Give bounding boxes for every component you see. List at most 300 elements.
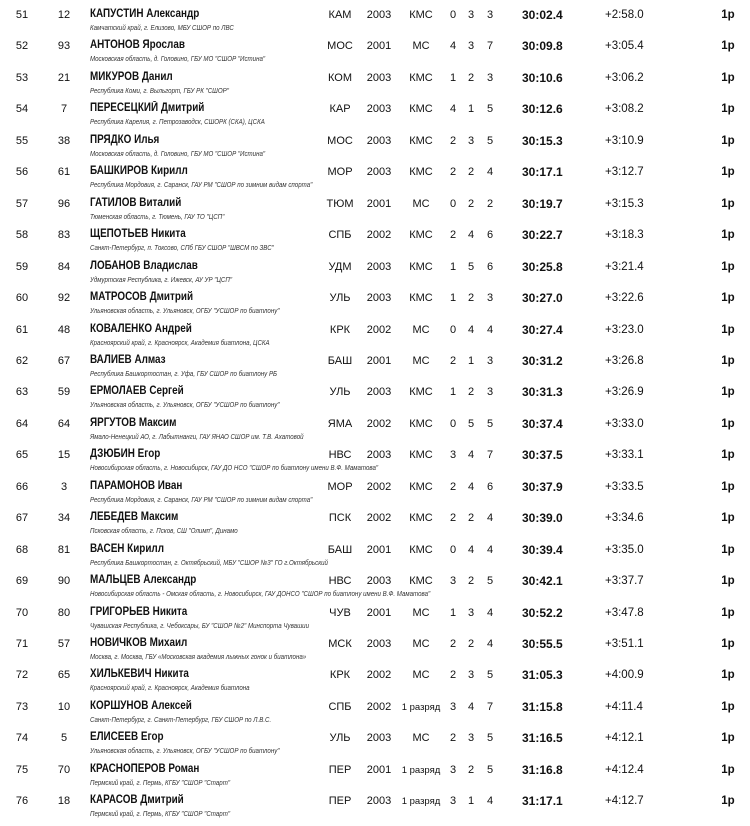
athlete-organization: Пермский край, г. Пермь, КГБУ "СШОР "Старт" bbox=[90, 777, 231, 787]
penalties-total: 5 bbox=[486, 134, 494, 147]
birth-year: 2003 bbox=[366, 575, 392, 588]
penalties-stage-2: 2 bbox=[467, 71, 475, 84]
penalties-stage-1: 1 bbox=[449, 71, 457, 84]
athlete-organization: Новосибирская область - Омская область, г. Новосибирск, ГАУ ДОНСО "СШОР по биатлону имени В.Ф. Маматова" bbox=[90, 589, 431, 599]
penalties-total: 3 bbox=[486, 354, 494, 367]
time-behind: +3:12.7 bbox=[605, 166, 644, 179]
penalties-stage-2: 2 bbox=[467, 386, 475, 399]
region-code: КРК bbox=[329, 669, 351, 682]
time-behind: +4:11.4 bbox=[605, 700, 643, 713]
sport-rank: КМС bbox=[409, 417, 433, 430]
finish-time: 30:39.4 bbox=[522, 542, 563, 557]
birth-year: 2003 bbox=[366, 71, 392, 84]
penalties-stage-1: 3 bbox=[449, 449, 457, 462]
sport-rank: КМС bbox=[409, 512, 433, 525]
penalties-stage-1: 1 bbox=[449, 260, 457, 273]
bib-cell: 10 bbox=[57, 700, 71, 713]
sport-rank: КМС bbox=[409, 229, 433, 242]
sport-rank: КМС bbox=[409, 449, 433, 462]
bib-cell: 83 bbox=[57, 229, 71, 242]
table-row bbox=[0, 283, 750, 314]
sport-rank: МС bbox=[412, 354, 430, 367]
time-behind: +4:12.1 bbox=[605, 732, 644, 745]
table-row bbox=[0, 220, 750, 251]
place-cell: 72 bbox=[15, 669, 29, 682]
athlete-name: ЩЕПОТЬЕВ Никита bbox=[90, 228, 186, 241]
athlete-organization: Москва, г. Москва, ГБУ «Московская академия лыжных гонок и биатлона» bbox=[90, 652, 307, 661]
time-behind: +3:33.0 bbox=[605, 417, 644, 430]
athlete-organization: Тюменская область, г. Тюмень, ГАУ ТО "ЦСП" bbox=[90, 211, 225, 221]
penalties-total: 5 bbox=[486, 669, 494, 682]
qualification-grade: 1р bbox=[721, 700, 735, 713]
bib-cell: 18 bbox=[57, 795, 71, 808]
athlete-organization: Московская область, д. Головино, ГБУ МО "СШОР "Истина" bbox=[90, 148, 266, 158]
time-behind: +3:33.1 bbox=[605, 449, 644, 462]
region-code: МОС bbox=[327, 134, 353, 147]
penalties-stage-1: 3 bbox=[449, 575, 457, 588]
place-cell: 59 bbox=[15, 260, 29, 273]
athlete-name: МАТРОСОВ Дмитрий bbox=[90, 291, 194, 304]
penalties-stage-2: 4 bbox=[467, 229, 475, 242]
qualification-grade: 1р bbox=[721, 732, 735, 745]
penalties-stage-1: 0 bbox=[449, 323, 457, 336]
region-code: ПЕР bbox=[328, 763, 352, 776]
athlete-organization: Республика Карелия, г. Петрозаводск, СШОРК (СКА), ЦСКА bbox=[90, 117, 265, 127]
sport-rank: МС bbox=[412, 606, 430, 619]
table-row bbox=[0, 0, 750, 31]
qualification-grade: 1р bbox=[721, 606, 735, 619]
table-row bbox=[0, 598, 750, 629]
place-cell: 76 bbox=[15, 795, 29, 808]
place-cell: 69 bbox=[15, 575, 29, 588]
penalties-total: 4 bbox=[486, 512, 494, 525]
penalties-stage-1: 2 bbox=[449, 134, 457, 147]
finish-time: 30:27.0 bbox=[522, 291, 563, 306]
finish-time: 30:09.8 bbox=[522, 39, 563, 54]
place-cell: 63 bbox=[15, 386, 29, 399]
place-cell: 61 bbox=[15, 323, 29, 336]
penalties-total: 5 bbox=[486, 575, 494, 588]
birth-year: 2003 bbox=[366, 795, 392, 808]
sport-rank: КМС bbox=[409, 543, 433, 556]
table-row bbox=[0, 629, 750, 660]
athlete-name: ПРЯДКО Илья bbox=[90, 133, 160, 146]
place-cell: 70 bbox=[15, 606, 29, 619]
bib-cell: 7 bbox=[60, 103, 68, 116]
sport-rank: МС bbox=[412, 669, 430, 682]
time-behind: +3:47.8 bbox=[605, 606, 644, 619]
athlete-name: ВАЛИЕВ Алмаз bbox=[90, 353, 166, 366]
penalties-stage-2: 3 bbox=[467, 40, 475, 53]
penalties-total: 6 bbox=[486, 260, 494, 273]
sport-rank: КМС bbox=[409, 575, 433, 588]
sport-rank: КМС bbox=[409, 292, 433, 305]
place-cell: 60 bbox=[15, 292, 29, 305]
penalties-stage-2: 2 bbox=[467, 166, 475, 179]
finish-time: 30:15.3 bbox=[522, 133, 563, 148]
time-behind: +3:23.0 bbox=[605, 323, 644, 336]
place-cell: 67 bbox=[15, 512, 29, 525]
penalties-stage-2: 1 bbox=[467, 354, 475, 367]
penalties-stage-1: 2 bbox=[449, 732, 457, 745]
qualification-grade: 1р bbox=[721, 763, 735, 776]
bib-cell: 81 bbox=[57, 543, 71, 556]
table-row bbox=[0, 409, 750, 440]
time-behind: +4:12.4 bbox=[605, 763, 644, 776]
athlete-organization: Ямало-Ненецкий АО, г. Лабытнанги, ГАУ ЯНАО СШОР им. Т.В. Ахатовой bbox=[90, 431, 304, 441]
finish-time: 30:37.4 bbox=[522, 416, 563, 431]
finish-time: 30:12.6 bbox=[522, 102, 563, 117]
table-row bbox=[0, 189, 750, 220]
athlete-name: ВАСЕН Кирилл bbox=[90, 542, 164, 555]
penalties-total: 4 bbox=[486, 638, 494, 650]
penalties-stage-2: 2 bbox=[467, 763, 475, 776]
sport-rank: КМС bbox=[409, 166, 433, 179]
penalties-stage-1: 0 bbox=[449, 197, 457, 210]
qualification-grade: 1р bbox=[721, 260, 735, 273]
region-code: КАМ bbox=[328, 9, 352, 21]
penalties-stage-2: 3 bbox=[467, 732, 475, 745]
table-row bbox=[0, 377, 750, 408]
penalties-stage-1: 4 bbox=[449, 103, 457, 116]
place-cell: 74 bbox=[15, 732, 29, 745]
region-code: КАР bbox=[329, 103, 351, 116]
penalties-stage-2: 4 bbox=[467, 449, 475, 462]
birth-year: 2003 bbox=[366, 103, 392, 116]
sport-rank: КМС bbox=[409, 134, 433, 147]
athlete-name: КРАСНОПЕРОВ Роман bbox=[90, 762, 200, 775]
penalties-total: 4 bbox=[486, 323, 494, 336]
bib-cell: 5 bbox=[60, 732, 68, 745]
place-cell: 66 bbox=[15, 480, 29, 493]
penalties-total: 4 bbox=[486, 166, 494, 179]
athlete-name: ГРИГОРЬЕВ Никита bbox=[90, 605, 188, 618]
penalties-stage-2: 5 bbox=[467, 260, 475, 273]
region-code: ПСК bbox=[328, 512, 352, 525]
athlete-organization: Ульяновская область, г. Ульяновск, ОГБУ "УСШОР по биатлону" bbox=[90, 746, 280, 756]
penalties-total: 5 bbox=[486, 103, 494, 116]
penalties-stage-1: 2 bbox=[449, 166, 457, 179]
penalties-stage-2: 4 bbox=[467, 480, 475, 493]
penalties-stage-1: 2 bbox=[449, 354, 457, 367]
sport-rank: МС bbox=[412, 638, 430, 650]
time-behind: +4:12.7 bbox=[605, 795, 644, 808]
sport-rank: МС bbox=[412, 40, 430, 53]
penalties-stage-1: 2 bbox=[449, 480, 457, 493]
penalties-total: 7 bbox=[486, 449, 494, 462]
penalties-total: 4 bbox=[486, 606, 494, 619]
table-row bbox=[0, 440, 750, 471]
penalties-total: 7 bbox=[486, 40, 494, 53]
finish-time: 30:31.2 bbox=[522, 353, 563, 368]
region-code: МОР bbox=[327, 166, 353, 179]
finish-time: 31:05.3 bbox=[522, 668, 563, 683]
finish-time: 30:22.7 bbox=[522, 228, 563, 243]
sport-rank: МС bbox=[412, 732, 430, 745]
region-code: УЛЬ bbox=[329, 732, 351, 745]
bib-cell: 38 bbox=[57, 134, 71, 147]
region-code: УЛЬ bbox=[329, 292, 351, 305]
birth-year: 2003 bbox=[366, 732, 392, 745]
region-code: КОМ bbox=[327, 71, 352, 84]
athlete-organization: Псковская область, г. Псков, СШ "Олимп", Динамо bbox=[90, 526, 238, 536]
penalties-total: 3 bbox=[486, 292, 494, 305]
qualification-grade: 1р bbox=[721, 575, 735, 588]
penalties-total: 4 bbox=[486, 795, 494, 808]
penalties-stage-1: 0 bbox=[449, 417, 457, 430]
place-cell: 62 bbox=[15, 354, 29, 367]
bib-cell: 15 bbox=[57, 449, 71, 462]
time-behind: +3:18.3 bbox=[605, 229, 644, 242]
birth-year: 2003 bbox=[366, 386, 392, 399]
athlete-name: ГАТИЛОВ Виталий bbox=[90, 196, 182, 209]
athlete-organization: Пермский край, г. Пермь, КГБУ "СШОР "Старт" bbox=[90, 809, 231, 819]
qualification-grade: 1р bbox=[721, 134, 735, 147]
penalties-stage-1: 3 bbox=[449, 763, 457, 776]
table-row bbox=[0, 126, 750, 157]
penalties-stage-1: 3 bbox=[449, 795, 457, 808]
table-row bbox=[0, 786, 750, 817]
bib-cell: 57 bbox=[57, 638, 71, 650]
table-row bbox=[0, 535, 750, 566]
athlete-name: КАПУСТИН Александр bbox=[90, 8, 200, 20]
region-code: ЧУВ bbox=[329, 606, 351, 619]
place-cell: 75 bbox=[15, 763, 29, 776]
athlete-name: КОРШУНОВ Алексей bbox=[90, 699, 192, 712]
finish-time: 30:39.0 bbox=[522, 511, 563, 526]
table-row bbox=[0, 315, 750, 346]
qualification-grade: 1р bbox=[721, 669, 735, 682]
qualification-grade: 1р bbox=[721, 71, 735, 84]
athlete-name: ХИЛЬКЕВИЧ Никита bbox=[90, 668, 189, 681]
finish-time: 30:42.1 bbox=[522, 574, 563, 589]
bib-cell: 70 bbox=[57, 763, 71, 776]
birth-year: 2002 bbox=[366, 669, 392, 682]
table-row bbox=[0, 63, 750, 94]
penalties-stage-1: 2 bbox=[449, 669, 457, 682]
birth-year: 2002 bbox=[366, 229, 392, 242]
penalties-stage-2: 3 bbox=[467, 9, 475, 21]
region-code: НВС bbox=[328, 449, 352, 462]
penalties-stage-2: 2 bbox=[467, 512, 475, 525]
finish-time: 30:19.7 bbox=[522, 196, 563, 211]
qualification-grade: 1р bbox=[721, 103, 735, 116]
bib-cell: 48 bbox=[57, 323, 71, 336]
bib-cell: 93 bbox=[57, 40, 71, 53]
bib-cell: 64 bbox=[57, 417, 71, 430]
athlete-name: ЛЕБЕДЕВ Максим bbox=[90, 511, 179, 524]
birth-year: 2001 bbox=[366, 606, 392, 619]
athlete-organization: Удмуртская Республика, г. Ижевск, АУ УР "ЦСП" bbox=[90, 274, 233, 284]
region-code: КРК bbox=[329, 323, 351, 336]
athlete-organization: Московская область, д. Головино, ГБУ МО "СШОР "Истина" bbox=[90, 54, 266, 64]
penalties-total: 7 bbox=[486, 700, 494, 713]
birth-year: 2001 bbox=[366, 763, 392, 776]
penalties-stage-2: 3 bbox=[467, 606, 475, 619]
time-behind: +4:00.9 bbox=[605, 669, 644, 682]
penalties-stage-1: 2 bbox=[449, 512, 457, 525]
place-cell: 54 bbox=[15, 103, 29, 116]
sport-rank: КМС bbox=[409, 260, 433, 273]
athlete-name: МИКУРОВ Данил bbox=[90, 70, 173, 83]
finish-time: 31:17.1 bbox=[522, 794, 563, 809]
place-cell: 52 bbox=[15, 40, 29, 53]
penalties-stage-2: 2 bbox=[467, 575, 475, 588]
athlete-organization: Ульяновская область, г. Ульяновск, ОГБУ "УСШОР по биатлону" bbox=[90, 306, 280, 316]
penalties-total: 2 bbox=[486, 197, 494, 210]
birth-year: 2001 bbox=[366, 543, 392, 556]
birth-year: 2002 bbox=[366, 417, 392, 430]
birth-year: 2003 bbox=[366, 292, 392, 305]
region-code: БАШ bbox=[327, 543, 353, 556]
table-row bbox=[0, 503, 750, 534]
sport-rank: 1 разряд bbox=[401, 796, 441, 808]
birth-year: 2002 bbox=[366, 512, 392, 525]
birth-year: 2002 bbox=[366, 323, 392, 336]
sport-rank: КМС bbox=[409, 9, 433, 21]
penalties-stage-1: 1 bbox=[449, 386, 457, 399]
penalties-total: 4 bbox=[486, 543, 494, 556]
bib-cell: 67 bbox=[57, 354, 71, 367]
penalties-stage-2: 2 bbox=[467, 197, 475, 210]
athlete-name: АНТОНОВ Ярослав bbox=[90, 39, 185, 52]
penalties-total: 5 bbox=[486, 417, 494, 430]
qualification-grade: 1р bbox=[721, 323, 735, 336]
athlete-name: ЕЛИСЕЕВ Егор bbox=[90, 731, 164, 744]
athlete-organization: Новосибирская область, г. Новосибирск, ГАУ ДО НСО "СШОР по биатлону имени В.Ф. Маматова" bbox=[90, 463, 379, 473]
penalties-stage-1: 2 bbox=[449, 229, 457, 242]
penalties-total: 6 bbox=[486, 229, 494, 242]
penalties-stage-1: 1 bbox=[449, 606, 457, 619]
table-row bbox=[0, 755, 750, 786]
sport-rank: КМС bbox=[409, 480, 433, 493]
penalties-total: 3 bbox=[486, 71, 494, 84]
finish-time: 30:52.2 bbox=[522, 605, 563, 620]
time-behind: +3:05.4 bbox=[605, 40, 644, 53]
qualification-grade: 1р bbox=[721, 229, 735, 242]
table-row bbox=[0, 472, 750, 503]
athlete-name: ЛОБАНОВ Владислав bbox=[90, 259, 198, 272]
athlete-organization: Республика Коми, г. Выльгорт, ГБУ РК "СШОР" bbox=[90, 85, 229, 95]
bib-cell: 34 bbox=[57, 512, 71, 525]
athlete-name: НОВИЧКОВ Михаил bbox=[90, 637, 188, 649]
time-behind: +3:33.5 bbox=[605, 480, 644, 493]
athlete-organization: Республика Башкортостан, г. Уфа, ГБУ СШОР по биатлону РБ bbox=[90, 368, 278, 378]
finish-time: 31:15.8 bbox=[522, 699, 563, 714]
birth-year: 2003 bbox=[366, 449, 392, 462]
birth-year: 2002 bbox=[366, 480, 392, 493]
birth-year: 2003 bbox=[366, 166, 392, 179]
time-behind: +2:58.0 bbox=[605, 9, 644, 21]
birth-year: 2001 bbox=[366, 197, 392, 210]
qualification-grade: 1р bbox=[721, 543, 735, 556]
birth-year: 2002 bbox=[366, 700, 392, 713]
athlete-organization: Красноярский край, г. Красноярск, Академия биатлона, ЦСКА bbox=[90, 337, 270, 347]
birth-year: 2003 bbox=[366, 9, 392, 21]
qualification-grade: 1р bbox=[721, 449, 735, 462]
penalties-stage-2: 4 bbox=[467, 323, 475, 336]
athlete-organization: Красноярский край, г. Красноярск, Академия биатлона bbox=[90, 683, 250, 693]
place-cell: 68 bbox=[15, 543, 29, 556]
athlete-organization: Республика Мордовия, г. Саранск, ГАУ РМ "СШОР по зимним видам спорта" bbox=[90, 180, 313, 190]
qualification-grade: 1р bbox=[721, 40, 735, 53]
penalties-stage-2: 3 bbox=[467, 669, 475, 682]
qualification-grade: 1р bbox=[721, 638, 735, 650]
athlete-name: ДЗЮБИН Егор bbox=[90, 448, 161, 461]
athlete-name: ПАРАМОНОВ Иван bbox=[90, 479, 183, 492]
place-cell: 64 bbox=[15, 417, 29, 430]
penalties-stage-1: 0 bbox=[449, 543, 457, 556]
sport-rank: КМС bbox=[409, 103, 433, 116]
birth-year: 2003 bbox=[366, 260, 392, 273]
athlete-name: КОВАЛЕНКО Андрей bbox=[90, 322, 192, 335]
table-row bbox=[0, 31, 750, 62]
region-code: ПЕР bbox=[328, 795, 352, 808]
bib-cell: 12 bbox=[57, 9, 71, 21]
sport-rank: МС bbox=[412, 323, 430, 336]
time-behind: +3:06.2 bbox=[605, 71, 644, 84]
qualification-grade: 1р bbox=[721, 166, 735, 179]
sport-rank: 1 разряд bbox=[401, 701, 441, 713]
penalties-stage-1: 0 bbox=[449, 9, 457, 21]
penalties-stage-1: 4 bbox=[449, 40, 457, 53]
bib-cell: 59 bbox=[57, 386, 71, 399]
birth-year: 2003 bbox=[366, 134, 392, 147]
bib-cell: 92 bbox=[57, 292, 71, 305]
athlete-organization: Санкт-Петербург, п. Токсово, СПб ГБУ СШОР "ШВСМ по ЗВС" bbox=[90, 243, 274, 253]
finish-time: 30:10.6 bbox=[522, 70, 563, 85]
place-cell: 65 bbox=[15, 449, 29, 462]
table-row bbox=[0, 252, 750, 283]
penalties-total: 5 bbox=[486, 732, 494, 745]
time-behind: +3:51.1 bbox=[605, 638, 644, 650]
time-behind: +3:08.2 bbox=[605, 103, 644, 116]
finish-time: 31:16.8 bbox=[522, 762, 563, 777]
region-code: БАШ bbox=[327, 354, 353, 367]
penalties-stage-1: 1 bbox=[449, 292, 457, 305]
table-row bbox=[0, 723, 750, 754]
time-behind: +3:22.6 bbox=[605, 292, 644, 305]
birth-year: 2003 bbox=[366, 638, 392, 650]
region-code: НВС bbox=[328, 575, 352, 588]
region-code: ЯМА bbox=[327, 417, 353, 430]
bib-cell: 84 bbox=[57, 260, 71, 273]
place-cell: 73 bbox=[15, 700, 29, 713]
birth-year: 2001 bbox=[366, 354, 392, 367]
bib-cell: 96 bbox=[57, 197, 71, 210]
region-code: МСК bbox=[328, 638, 352, 650]
athlete-organization: Санкт-Петербург, г. Санкт-Петербург, ГБУ СШОР по Л.В.С. bbox=[90, 714, 272, 724]
finish-time: 30:31.3 bbox=[522, 385, 563, 400]
time-behind: +3:10.9 bbox=[605, 134, 644, 147]
time-behind: +3:35.0 bbox=[605, 543, 644, 556]
finish-time: 30:37.9 bbox=[522, 479, 563, 494]
athlete-organization: Камчатский край, г. Елизово, МБУ СШОР по ЛВС bbox=[90, 23, 234, 32]
penalties-total: 5 bbox=[486, 763, 494, 776]
table-row bbox=[0, 692, 750, 723]
qualification-grade: 1р bbox=[721, 512, 735, 525]
sport-rank: КМС bbox=[409, 386, 433, 399]
athlete-name: МАЛЬЦЕВ Александр bbox=[90, 574, 197, 587]
place-cell: 51 bbox=[15, 9, 29, 21]
penalties-stage-1: 2 bbox=[449, 638, 457, 650]
penalties-stage-2: 1 bbox=[467, 795, 475, 808]
table-row bbox=[0, 157, 750, 188]
table-row bbox=[0, 660, 750, 691]
region-code: МОР bbox=[327, 480, 353, 493]
finish-time: 30:27.4 bbox=[522, 322, 563, 337]
qualification-grade: 1р bbox=[721, 417, 735, 430]
